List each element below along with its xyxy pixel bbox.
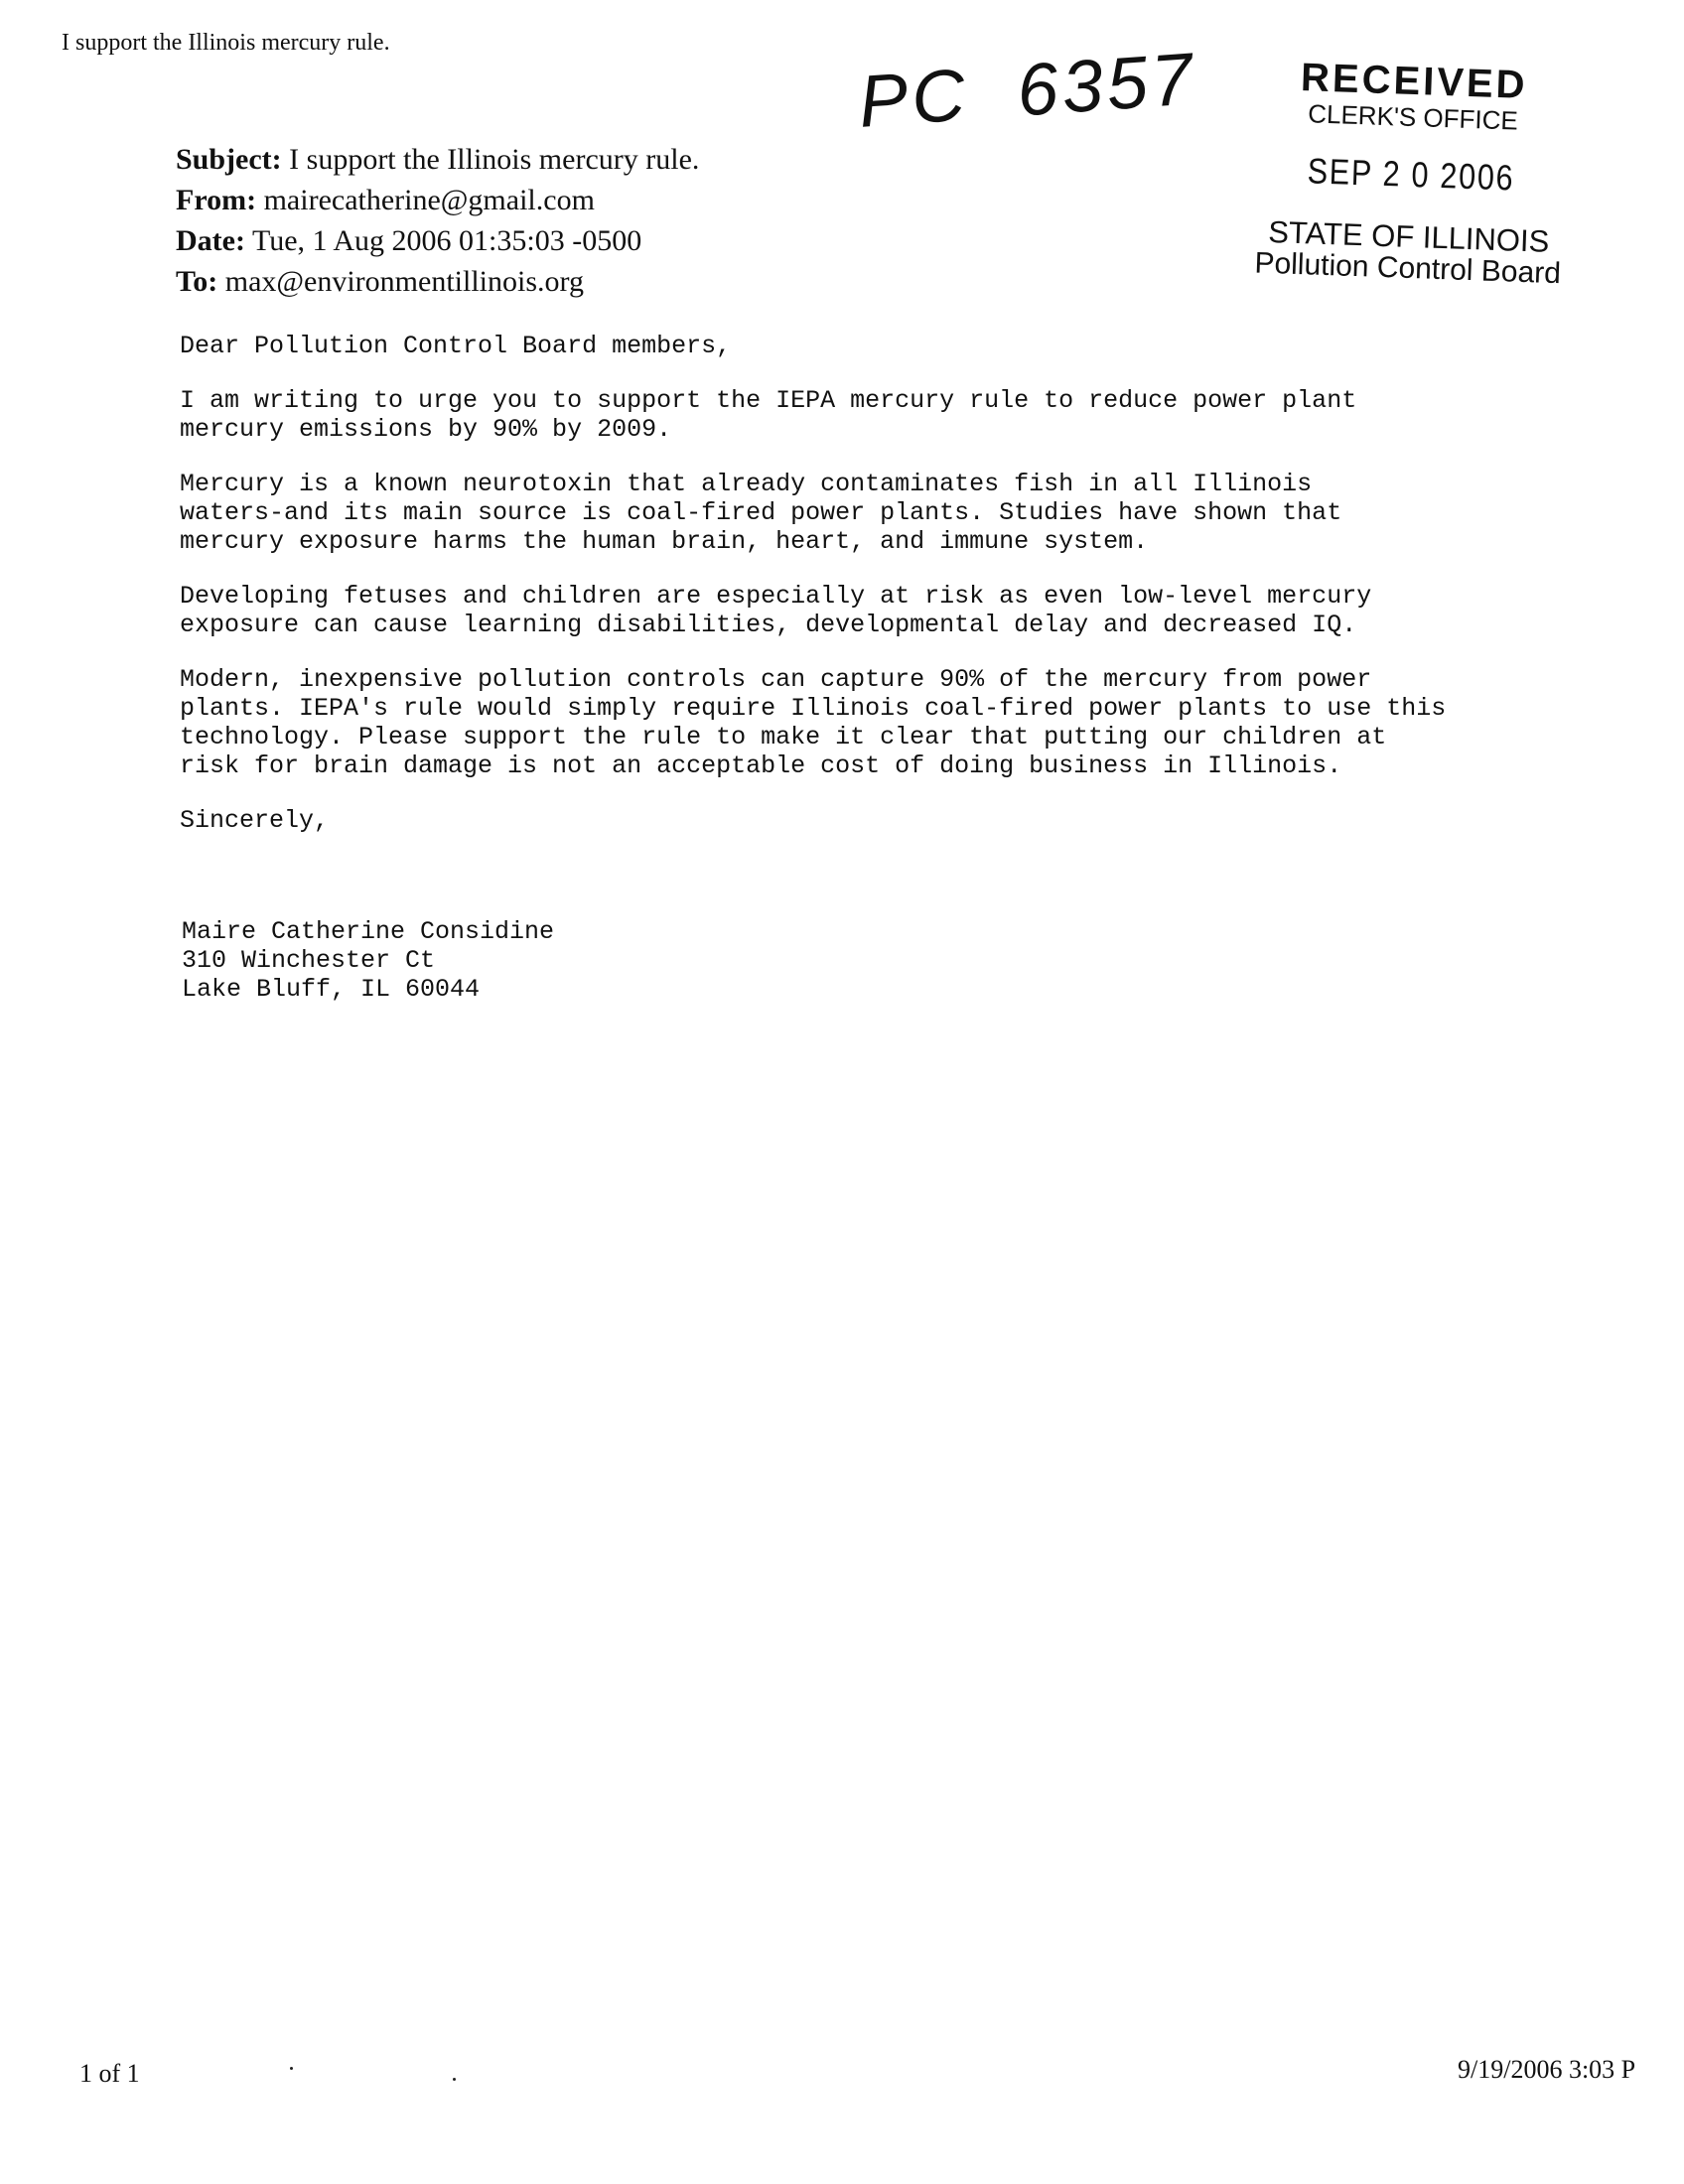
- handwritten-document-number: PC 6357: [856, 37, 1199, 143]
- email-date: Tue, 1 Aug 2006 01:35:03 -0500: [251, 224, 642, 257]
- received-stamp: [1243, 56, 1579, 290]
- email-to: max@environmentillinois.org: [224, 265, 584, 298]
- letter-closing: Sincerely,: [180, 806, 330, 835]
- letter-paragraph: Developing fetuses and children are especially at risk as even low-level mercury exposure can cause learning disabilities, developmental delay and decreased IQ.: [180, 582, 1372, 639]
- email-subject: I support the Illinois mercury rule.: [289, 143, 700, 176]
- email-from-label: From:: [176, 184, 257, 216]
- letter-greeting: Dear Pollution Control Board members,: [180, 332, 732, 360]
- scan-speck: [290, 2067, 293, 2070]
- email-subject-row: [176, 139, 699, 180]
- letter-paragraph: I am writing to urge you to support the IEPA mercury rule to reduce power plant mercury emissions by 90% by 2009.: [180, 386, 1357, 444]
- scan-speck: [453, 2078, 456, 2081]
- email-date-label: Date:: [176, 224, 245, 257]
- letter-paragraph: Modern, inexpensive pollution controls can capture 90% of the mercury from power plants. IEPA's rule would simply require Illinois coal-fired power plants to use this technology. Please support the rule to make it clear that putting our children at risk for brain damage is not an acceptable cost of doing business in Illinois.: [180, 665, 1447, 780]
- email-to-row: [176, 261, 699, 302]
- stamp-state-label: STATE OF ILLINOIS: [1267, 213, 1550, 259]
- signature-city: Lake Bluff, IL 60044: [182, 975, 481, 1004]
- page-count: 1 of 1: [79, 2059, 140, 2088]
- signature-name: Maire Catherine Considine: [182, 917, 555, 946]
- signature-block: [182, 917, 554, 1004]
- stamp-office-label: CLERK'S OFFICE: [1307, 98, 1519, 136]
- email-to-label: To:: [176, 265, 218, 298]
- stamp-received-label: RECEIVED: [1300, 56, 1529, 107]
- email-header: [176, 139, 699, 302]
- print-timestamp: 9/19/2006 3:03 P: [1458, 2055, 1636, 2084]
- stamp-date: SEP 2 0 2006: [1307, 149, 1516, 199]
- letter-paragraph: Mercury is a known neurotoxin that already contaminates fish in all Illinois waters-and its main source is coal-fired power plants. Studies have shown that mercury exposure harms the human brain, heart, and immune system.: [180, 470, 1342, 556]
- email-from-row: [176, 180, 699, 220]
- signature-street: 310 Winchester Ct: [182, 946, 436, 975]
- email-date-row: [176, 220, 699, 261]
- letter-body: [180, 332, 1590, 861]
- email-from: mairecatherine@gmail.com: [263, 184, 595, 216]
- page-header-title: I support the Illinois mercury rule.: [62, 30, 390, 56]
- stamp-board-label: Pollution Control Board: [1253, 246, 1562, 290]
- email-subject-label: Subject:: [176, 143, 282, 176]
